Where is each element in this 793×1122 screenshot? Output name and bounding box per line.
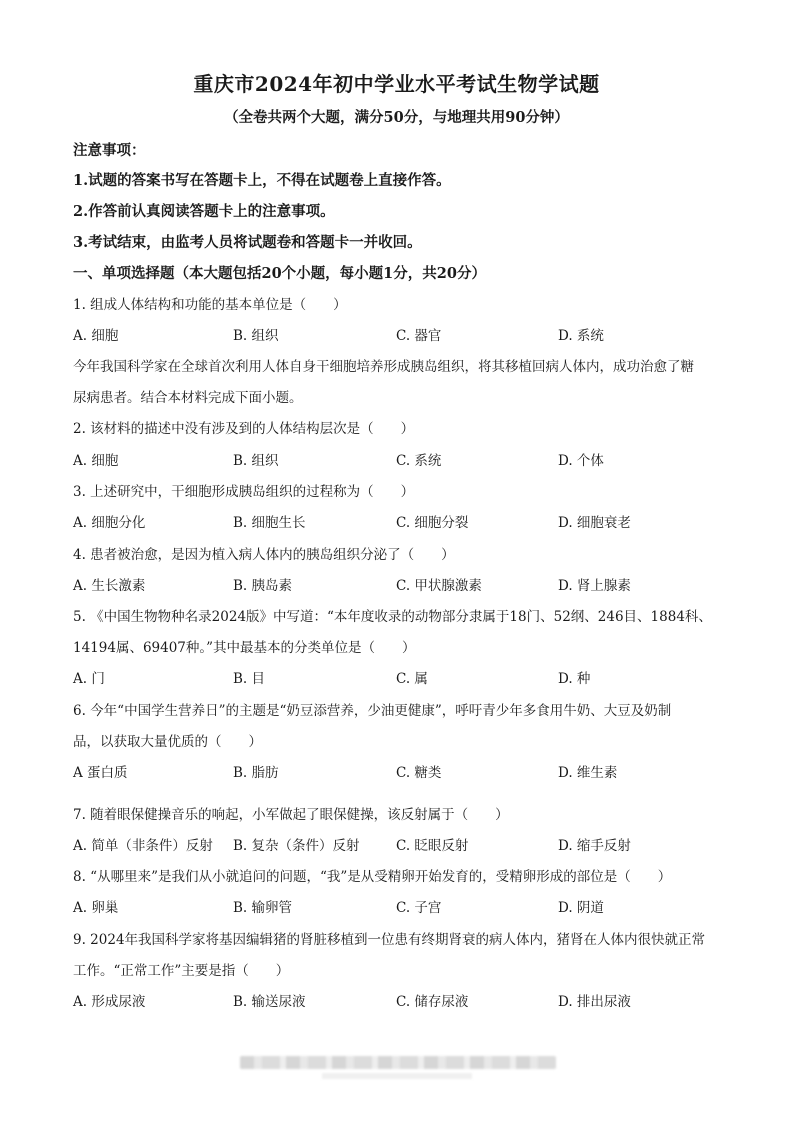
question-stem: 4. 患者被治愈，是因为植入病人体内的胰岛组织分泌了（ ） bbox=[73, 547, 455, 563]
question-stem: 7. 随着眼保健操音乐的响起，小军做起了眼保健操，该反射属于（ ） bbox=[73, 807, 509, 823]
option-a: A. 形成尿液 bbox=[73, 994, 146, 1010]
option-d: D. 个体 bbox=[558, 453, 604, 469]
option-c: C. 子宫 bbox=[396, 900, 442, 916]
option-d: D. 排出尿液 bbox=[558, 994, 631, 1010]
option-b: B. 输送尿液 bbox=[233, 994, 306, 1010]
material-text: 尿病患者。结合本材料完成下面小题。 bbox=[73, 390, 303, 406]
option-a: A. 卵巢 bbox=[73, 900, 119, 916]
option-c: C. 糖类 bbox=[396, 765, 442, 781]
option-c: C. 甲状腺激素 bbox=[396, 578, 482, 594]
option-b: B. 组织 bbox=[233, 453, 279, 469]
option-c: C. 储存尿液 bbox=[396, 994, 469, 1010]
material-text: 今年我国科学家在全球首次利用人体自身干细胞培养形成胰岛组织，将其移植回病人体内，成功治愈了糖 bbox=[73, 359, 694, 375]
option-a: A. 细胞分化 bbox=[73, 515, 146, 531]
page-subtitle: （全卷共两个大题，满分50分，与地理共用90分钟） bbox=[224, 109, 569, 126]
option-a: A. 简单（非条件）反射 bbox=[73, 838, 213, 854]
question-stem: 6. 今年“中国学生营养日”的主题是“奶豆添营养，少油更健康”，呼吁青少年多食用牛奶、大豆及奶制 bbox=[73, 703, 672, 719]
option-d: D. 维生素 bbox=[558, 765, 618, 781]
option-a: A. 生长激素 bbox=[73, 578, 146, 594]
option-b: B. 细胞生长 bbox=[233, 515, 306, 531]
option-c: C. 细胞分裂 bbox=[396, 515, 469, 531]
option-c: C. 器官 bbox=[396, 328, 442, 344]
option-d: D. 肾上腺素 bbox=[558, 578, 631, 594]
option-a: A. 细胞 bbox=[73, 328, 119, 344]
option-c: C. 眨眼反射 bbox=[396, 838, 469, 854]
note-item: 1.试题的答案书写在答题卡上，不得在试题卷上直接作答。 bbox=[73, 172, 451, 189]
page-title: 重庆市2024年初中学业水平考试生物学试题 bbox=[193, 72, 600, 96]
option-d: D. 细胞衰老 bbox=[558, 515, 631, 531]
option-c: C. 属 bbox=[396, 671, 428, 687]
note-item: 3.考试结束，由监考人员将试题卷和答题卡一并收回。 bbox=[73, 234, 422, 251]
option-b: B. 胰岛素 bbox=[233, 578, 293, 594]
question-stem: 8. “从哪里来”是我们从小就追问的问题，“我”是从受精卵开始发育的，受精卵形成的部位是（ ） bbox=[73, 869, 672, 885]
question-stem: 14194属、69407种。”其中最基本的分类单位是（ ） bbox=[73, 640, 416, 656]
question-stem: 2. 该材料的描述中没有涉及到的人体结构层次是（ ） bbox=[73, 421, 415, 437]
blurred-footer bbox=[240, 1056, 556, 1069]
section-heading: 一、单项选择题（本大题包括20个小题，每小题1分，共20分） bbox=[73, 265, 486, 282]
option-b: B. 复杂（条件）反射 bbox=[233, 838, 360, 854]
option-b: B. 组织 bbox=[233, 328, 279, 344]
option-c: C. 系统 bbox=[396, 453, 442, 469]
note-item: 2.作答前认真阅读答题卡上的注意事项。 bbox=[73, 203, 335, 220]
option-d: D. 缩手反射 bbox=[558, 838, 631, 854]
option-d: D. 种 bbox=[558, 671, 591, 687]
question-stem: 品，以获取大量优质的（ ） bbox=[73, 734, 262, 750]
notes-heading: 注意事项： bbox=[73, 142, 146, 159]
question-stem: 工作。“正常工作”主要是指（ ） bbox=[73, 963, 290, 979]
question-stem: 1. 组成人体结构和功能的基本单位是（ ） bbox=[73, 297, 347, 313]
blurred-footer bbox=[322, 1073, 472, 1079]
question-stem: 9. 2024年我国科学家将基因编辑猪的肾脏移植到一位患有终期肾衰的病人体内，猪肾在人体内很快就正常 bbox=[73, 932, 706, 948]
option-d: D. 系统 bbox=[558, 328, 604, 344]
option-b: B. 脂肪 bbox=[233, 765, 279, 781]
option-d: D. 阴道 bbox=[558, 900, 604, 916]
question-stem: 3. 上述研究中，干细胞形成胰岛组织的过程称为（ ） bbox=[73, 484, 415, 500]
option-a: A 蛋白质 bbox=[73, 765, 128, 781]
question-stem: 5. 《中国生物物种名录2024版》中写道：“本年度收录的动物部分隶属于18门、52纲、246目、1884科、 bbox=[73, 609, 712, 625]
option-b: B. 输卵管 bbox=[233, 900, 293, 916]
option-a: A. 门 bbox=[73, 671, 105, 687]
option-b: B. 目 bbox=[233, 671, 266, 687]
option-a: A. 细胞 bbox=[73, 453, 119, 469]
